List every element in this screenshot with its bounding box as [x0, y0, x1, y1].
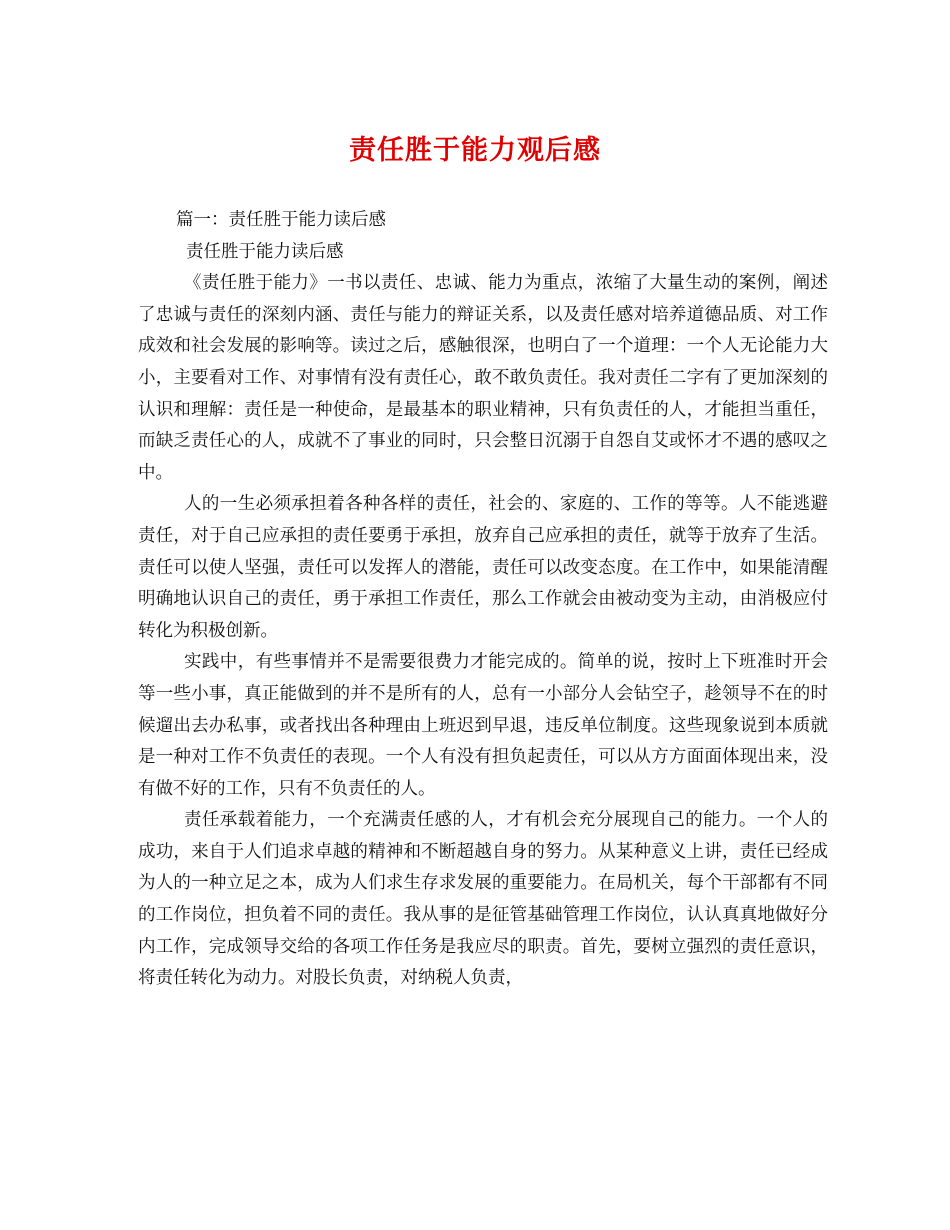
article-subtitle: 责任胜于能力读后感	[186, 241, 344, 262]
document-body	[138, 205, 828, 995]
body-paragraph: 责任承载着能力，一个充满责任感的人，才有机会充分展现自己的能力。一个人的成功，来自于人们追求卓越的精神和不断超越自身的努力。从某种意义上讲，责任已经成为人的一种立足之本，成为人们求生存求发展的重要能力。在局机关，每个干部都有不同的工作岗位，担负着不同的责任。我从事的是征管基础管理工作岗位，认认真真地做好分内工作，完成领导交给的各项工作任务是我应尽的职责。首先，要树立强烈的责任意识，将责任转化为动力。对股长负责，对纳税人负责，	[138, 810, 828, 989]
section-heading: 篇一：责任胜于能力读后感	[176, 210, 386, 230]
document-title: 责任胜于能力观后感	[349, 135, 601, 166]
body-paragraph: 实践中，有些事情并不是需要很费力才能完成的。简单的说，按时上下班准时开会等一些小事，真正能做到的并不是所有的人，总有一小部分人会钻空子，趁领导不在的时候遛出去办私事，或者找出各种理由上班迟到早退，违反单位制度。这些现象说到本质就是一种对工作不负责任的表现。一个人有没有担负起责任，可以从方方面面体现出来，没有做不好的工作，只有不负责任的人。	[138, 652, 828, 799]
body-paragraph: 人的一生必须承担着各种各样的责任，社会的、家庭的、工作的等等。人不能逃避责任，对于自己应承担的责任要勇于承担，放弃自己应承担的责任，就等于放弃了生活。责任可以使人坚强，责任可以发挥人的潜能，责任可以改变态度。在工作中，如果能清醒明确地认识自己的责任，勇于承担工作责任，那么工作就会由被动变为主动，由消极应付转化为积极创新。	[138, 494, 828, 641]
body-paragraph: 《责任胜于能力》一书以责任、忠诚、能力为重点，浓缩了大量生动的案例，阐述了忠诚与责任的深刻内涵、责任与能力的辩证关系，以及责任感对培养道德品质、对工作成效和社会发展的影响等。读过之后，感触很深，也明白了一个道理：一个人无论能力大小，主要看对工作、对事情有没有责任心，敢不敢负责任。我对责任二字有了更加深刻的认识和理解：责任是一种使命，是最基本的职业精神，只有负责任的人，才能担当重任，而缺乏责任心的人，成就不了事业的同时，只会整日沉溺于自怨自艾或怀才不遇的感叹之中。	[138, 273, 828, 483]
